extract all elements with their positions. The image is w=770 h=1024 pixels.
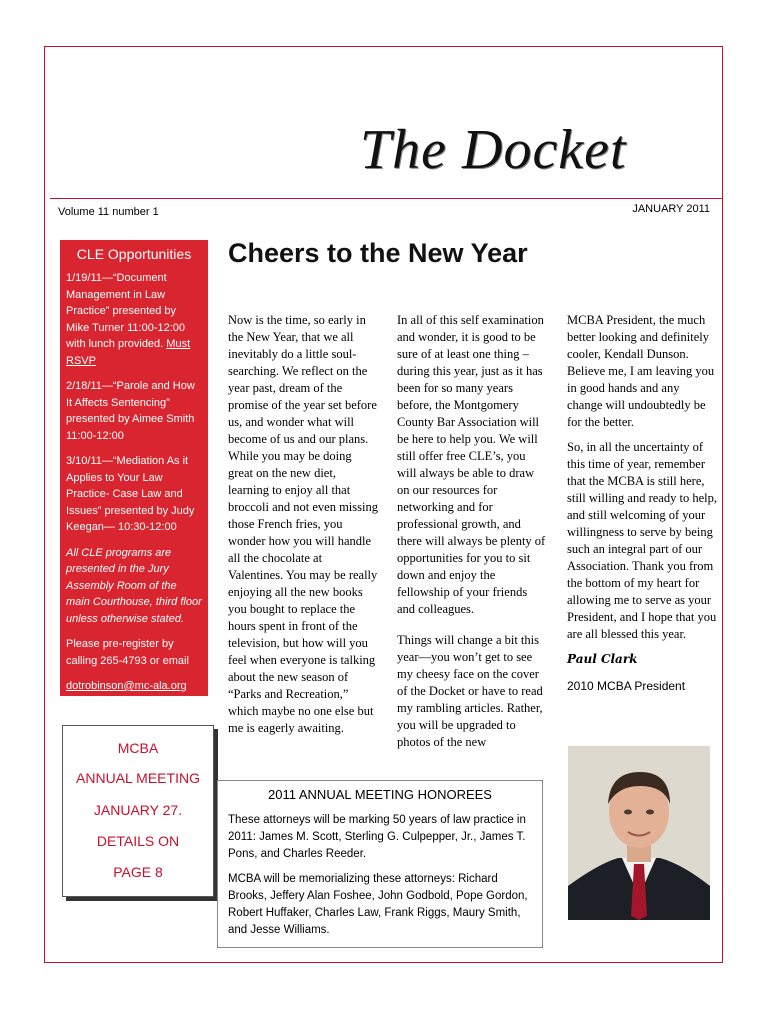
cle-item: 3/10/11—“Mediation As it Applies to Your Law Practice- Case Law and Issues” presented by Judy Keegan— 10:30-12:00 <box>66 455 195 533</box>
portrait-illustration <box>568 746 710 920</box>
meeting-line: ANNUAL MEETING <box>76 770 200 786</box>
email-link[interactable]: dotrobinson@mc-ala.org <box>66 680 187 692</box>
volume-number: Volume 11 number 1 <box>58 206 159 218</box>
article-headline: Cheers to the New Year <box>228 238 528 268</box>
article-paragraph: So, in all the uncertainty of this time of year, remember that the MCBA is still here, still willing and ready to help, and still welcoming of your willingness to serve by being such an integral part of our Association. Thank you from the bottom of my heart for allowing me to serve as your President, and I hope that you are all blessed this year. <box>567 440 717 641</box>
preregister-text: Please pre-register by calling 265-4793 or email <box>66 638 189 667</box>
issue-date: JANUARY 2011 <box>632 203 710 215</box>
honorees-paragraph: MCBA will be memorializing these attorneys: Richard Brooks, Jeffery Alan Foshee, John Godbold, Pope Gordon, Robert Huffaker, Charles Law, Frank Riggs, Maury Smith, and Jesse Williams. <box>228 873 528 936</box>
cle-location-note: All CLE programs are presented in the Jury Assembly Room of the main Courthouse, third floor unless otherwise stated. <box>66 546 202 625</box>
honorees-heading: 2011 ANNUAL MEETING HONOREES <box>268 787 492 802</box>
meeting-line: PAGE 8 <box>113 864 163 880</box>
honorees-box <box>217 780 543 948</box>
author-title: 2010 MCBA President <box>567 679 686 693</box>
signature: Paul Clark <box>567 652 638 666</box>
article-paragraph: MCBA President, the much better looking and definitely cooler, Kendall Dunson. Believe me, I am leaving you in good hands and any change will undoubtedly be for the better. <box>567 313 715 429</box>
honorees-paragraph: These attorneys will be marking 50 years of law practice in 2011: James M. Scott, Sterling G. Culpepper, Jr., James T. Pons, and Charles Reeder. <box>228 814 526 860</box>
rsvp-text: Must RSVP <box>66 338 191 367</box>
header-rule <box>50 198 722 199</box>
article-column-1 <box>228 312 378 745</box>
cle-heading: CLE Opportunities <box>76 246 192 262</box>
cle-item: 1/19/11—“Document Management in Law Practice” presented by Mike Turner 11:00-12:00 with lunch provided. Must RSVP <box>66 272 191 367</box>
article-paragraph: Now is the time, so early in the New Year, that we all inevitably do a little soul-searching. We reflect on the year past, dream of the promise of the year set before us, and wonder what will become of us and our plans. While you may be doing great on the new diet, learning to enjoy all that broccoli and not even missing those French fries, you wonder how you will handle all the chocolate at Valentines. You may be really enjoying all the new books you bought to replace the hours spent in front of the television, but how will you feel when everyone is talking about the new season of “Parks and Recreation,” which maybe no one else but me is eagerly awaiting. <box>228 313 378 735</box>
meeting-line: JANUARY 27. <box>93 802 183 818</box>
article-column-3 <box>567 312 717 695</box>
article-paragraph: Things will change a bit this year—you won’t get to see my cheesy face on the cover of the Docket or have to read my rambling articles. Rather, you will be upgraded to photos of the new <box>397 633 543 749</box>
annual-meeting-box <box>62 725 214 897</box>
article-column-2 <box>397 312 547 759</box>
cle-sidebar <box>60 240 208 696</box>
masthead-title: The Docket <box>360 119 627 181</box>
article-paragraph: In all of this self examination and wonder, it is good to be sure of at least one thing – during this year, just as it has been for so many years before, the Montgomery County Bar Association will be here to help you. We will still offer free CLE’s, you will always be able to draw on our resources for networking and for professional growth, and there will always be plenty of opportunities for you to sit down and enjoy the fellowship of your friends and colleagues. <box>397 313 546 616</box>
president-photo <box>568 746 710 920</box>
meeting-line: MCBA <box>117 740 159 756</box>
cle-item: 2/18/11—“Parole and How It Affects Sentencing” presented by Aimee Smith 11:00-12:00 <box>66 380 195 442</box>
meeting-line: DETAILS ON <box>96 833 180 849</box>
